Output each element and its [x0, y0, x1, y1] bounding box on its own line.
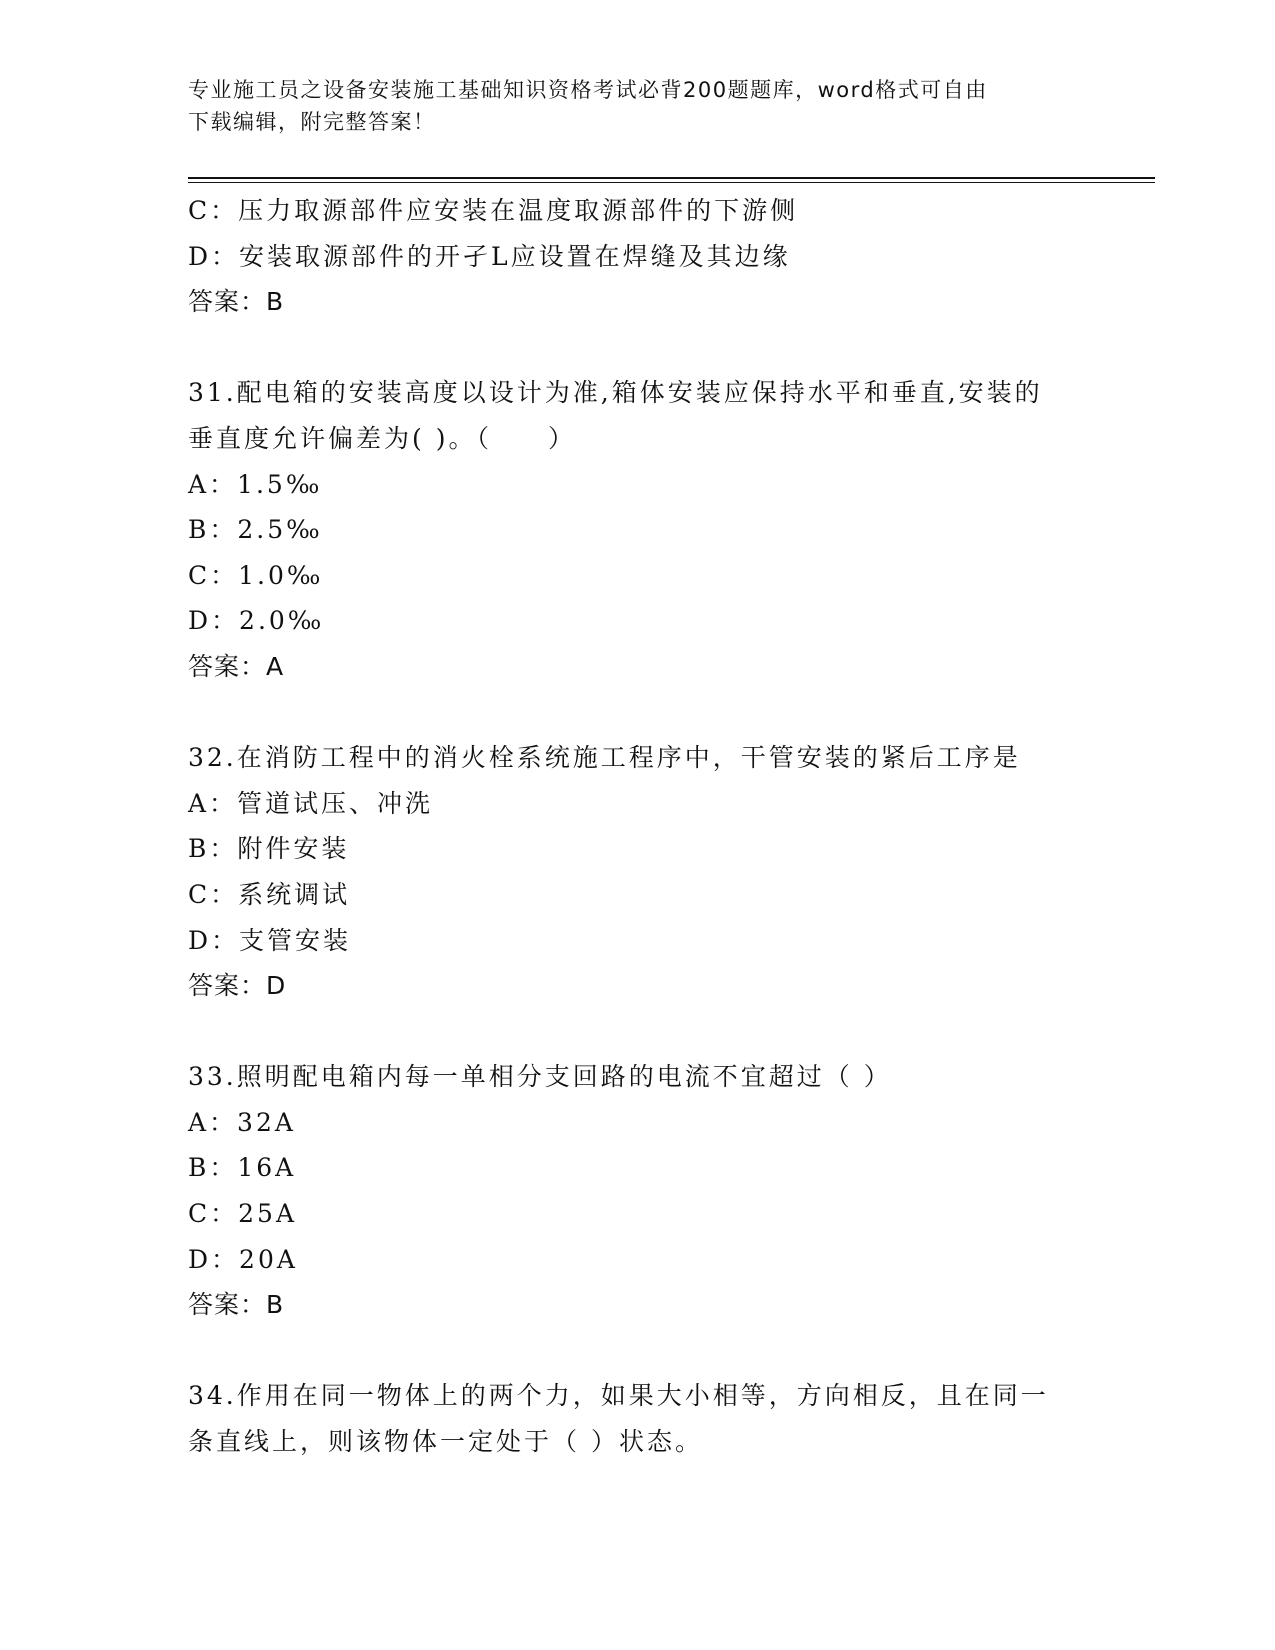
question-31-option-b: B：2.5‰ [188, 515, 323, 545]
header-line-2: 下载编辑，附完整答案！ [188, 110, 436, 134]
question-31-option-c: C：1.0‰ [188, 560, 324, 590]
question-32-answer: 答案：D [188, 971, 287, 1001]
answer-line: 答案：B [188, 287, 285, 317]
question-33-option-a: A：32A [188, 1107, 296, 1137]
option-d: D：安装取源部件的开孑L应设置在焊缝及其边缘 [188, 241, 791, 271]
question-33-option-b: B：16A [188, 1153, 297, 1183]
question-31-stem-2: 垂直度允许偏差为( )。（ ） [188, 423, 576, 453]
question-32-option-b: B：附件安装 [188, 834, 350, 864]
spacer [188, 690, 1088, 736]
header-divider-thin [188, 182, 1155, 183]
document-header [188, 74, 1078, 138]
question-list [188, 188, 1088, 1465]
question-32-option-a: A：管道试压、冲洗 [188, 788, 434, 818]
spacer [188, 325, 1088, 371]
question-33-option-c: C：25A [188, 1199, 297, 1229]
question-33-answer: 答案：B [188, 1290, 285, 1320]
question-31-option-d: D：2.0‰ [188, 606, 325, 636]
header-line-1: 专业施工员之设备安装施工基础知识资格考试必背200题题库，word格式可自由 [188, 78, 988, 102]
question-32-option-c: C：系统调试 [188, 879, 351, 909]
question-31-option-a: A：1.5‰ [188, 469, 323, 499]
question-32-option-d: D：支管安装 [188, 925, 352, 955]
header-divider-thick [188, 177, 1155, 179]
question-32-stem-1: 32.在消防工程中的消火栓系统施工程序中，干管安装的紧后工序是 [188, 743, 1021, 773]
question-31-answer: 答案：A [188, 651, 285, 681]
question-31-stem-1: 31.配电箱的安装高度以设计为准,箱体安装应保持水平和垂直,安装的 [188, 378, 1043, 408]
spacer [188, 1009, 1088, 1055]
question-33-stem-1: 33.照明配电箱内每一单相分支回路的电流不宜超过（ ） [188, 1062, 892, 1092]
spacer [188, 1328, 1088, 1374]
question-34-stem-2: 条直线上，则该物体一定处于（ ）状态。 [188, 1427, 703, 1457]
option-c: C：压力取源部件应安装在温度取源部件的下游侧 [188, 196, 799, 225]
question-33-option-d: D：20A [188, 1244, 298, 1274]
question-34-stem-1: 34.作用在同一物体上的两个力，如果大小相等，方向相反，且在同一 [188, 1381, 1049, 1411]
